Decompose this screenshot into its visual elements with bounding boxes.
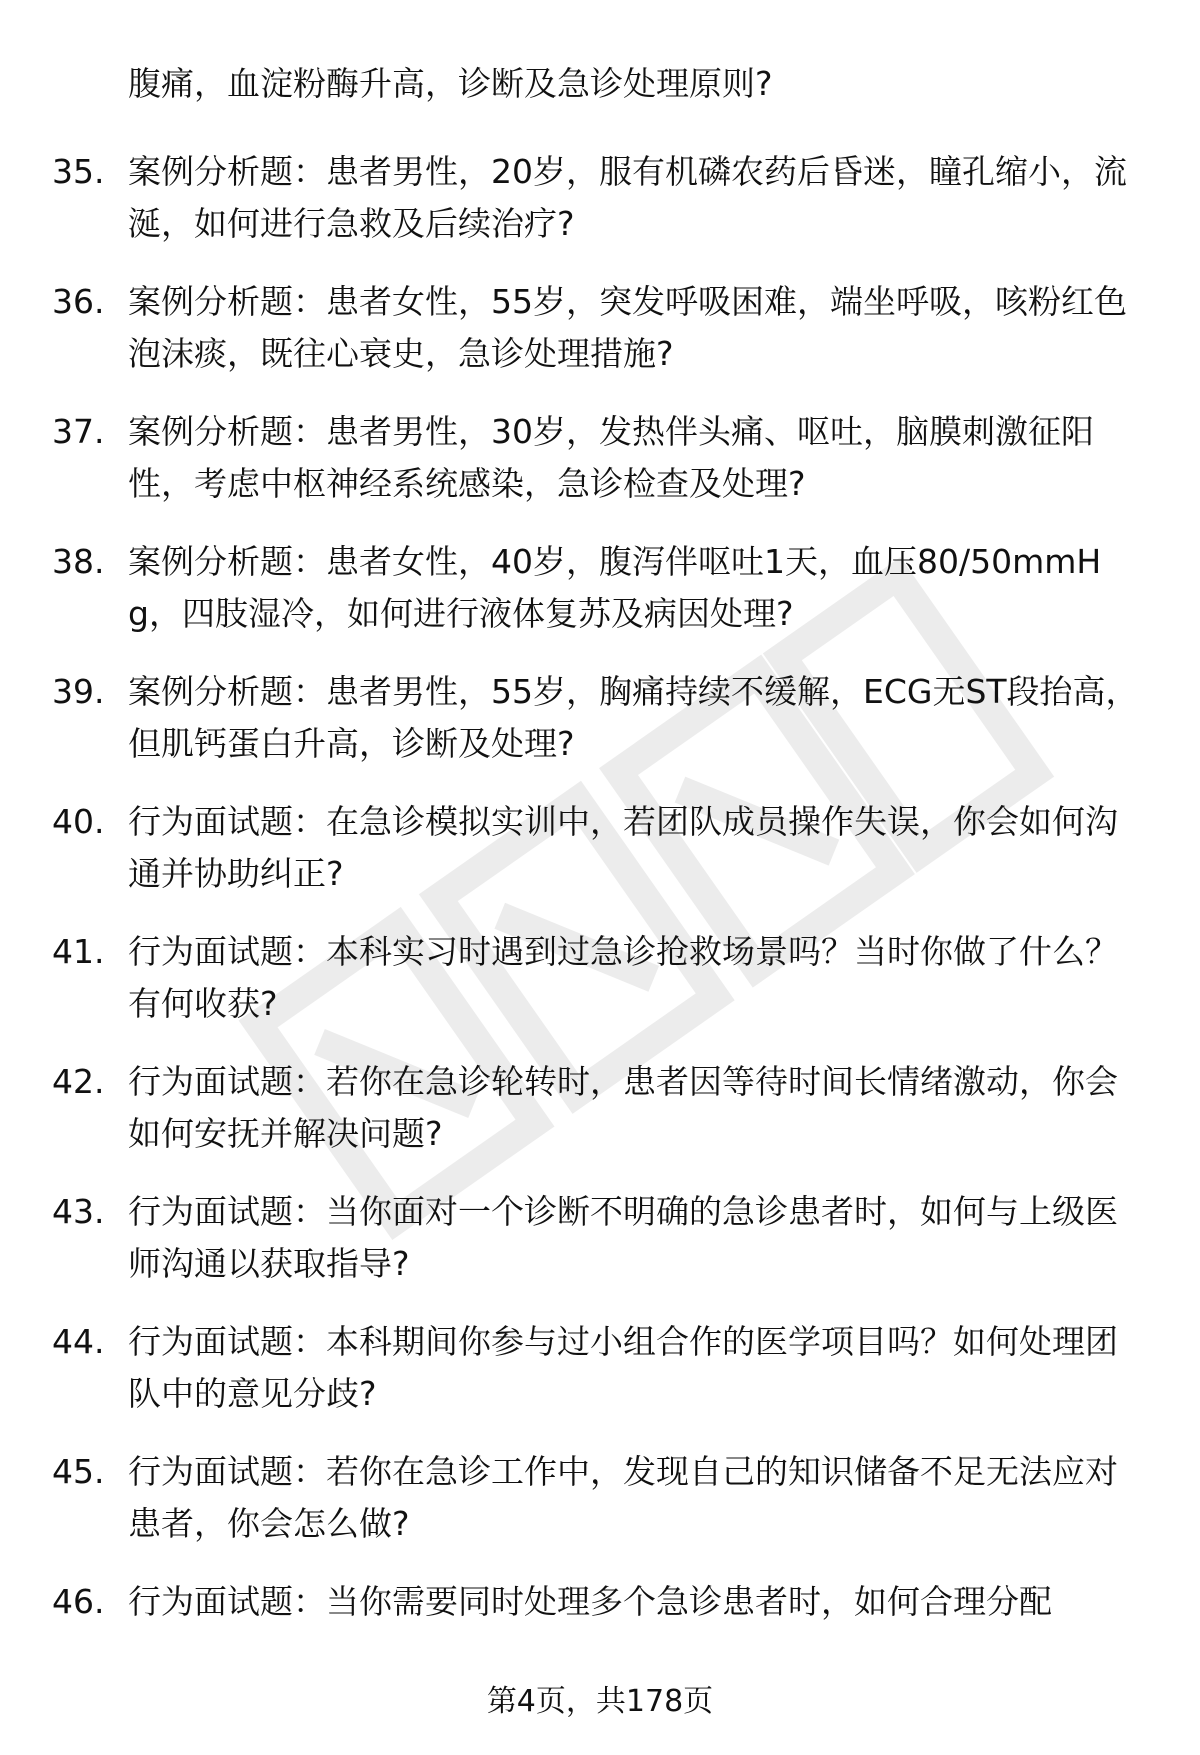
question-number: 41.	[52, 932, 105, 971]
question-text: 案例分析题：患者男性，30岁，发热伴头痛、呕吐，脑膜刺激征阳性，考虑中枢神经系统感染，急诊检查及处理?	[128, 412, 1094, 503]
continued-question-text: 腹痛，血淀粉酶升高，诊断及急诊处理原则?	[128, 64, 773, 103]
question-text: 行为面试题：在急诊模拟实训中，若团队成员操作失误，你会如何沟通并协助纠正?	[128, 802, 1118, 893]
question-number: 46.	[52, 1582, 105, 1621]
question-item	[0, 1056, 1200, 1186]
question-text: 行为面试题：本科实习时遇到过急诊抢救场景吗？当时你做了什么？有何收获?	[128, 932, 1118, 1023]
question-text: 行为面试题：本科期间你参与过小组合作的医学项目吗？如何处理团队中的意见分歧?	[128, 1322, 1118, 1413]
question-item	[0, 926, 1200, 1056]
question-item	[0, 666, 1200, 796]
question-text: 行为面试题：当你需要同时处理多个急诊患者时，如何合理分配	[128, 1582, 1052, 1621]
question-text: 行为面试题：若你在急诊轮转时，患者因等待时间长情绪激动，你会如何安抚并解决问题?	[128, 1062, 1118, 1153]
question-number: 42.	[52, 1062, 105, 1101]
question-number: 39.	[52, 672, 105, 711]
question-number: 35.	[52, 152, 105, 191]
question-number: 43.	[52, 1192, 105, 1231]
page-footer: 第4页，共178页	[486, 1684, 714, 1719]
question-list	[0, 146, 1200, 1706]
question-item	[0, 1186, 1200, 1316]
question-text: 案例分析题：患者女性，40岁，腹泻伴呕吐1天，血压80/50mmHg，四肢湿冷，如何进行液体复苏及病因处理?	[128, 542, 1102, 633]
question-number: 38.	[52, 542, 105, 581]
question-item	[0, 536, 1200, 666]
question-item	[0, 1446, 1200, 1576]
question-number: 40.	[52, 802, 105, 841]
question-text: 案例分析题：患者女性，55岁，突发呼吸困难，端坐呼吸，咳粉红色泡沫痰，既往心衰史，急诊处理措施?	[128, 282, 1127, 373]
question-number: 37.	[52, 412, 105, 451]
question-item	[0, 796, 1200, 926]
question-item	[0, 1316, 1200, 1446]
question-item	[0, 146, 1200, 276]
question-text: 行为面试题：当你面对一个诊断不明确的急诊患者时，如何与上级医师沟通以获取指导?	[128, 1192, 1118, 1283]
question-number: 36.	[52, 282, 105, 321]
question-number: 45.	[52, 1452, 105, 1491]
question-text: 案例分析题：患者男性，55岁，胸痛持续不缓解，ECG无ST段抬高，但肌钙蛋白升高，诊断及处理?	[128, 672, 1139, 763]
question-item	[0, 406, 1200, 536]
question-item	[0, 276, 1200, 406]
question-text: 行为面试题：若你在急诊工作中，发现自己的知识储备不足无法应对患者，你会怎么做?	[128, 1452, 1118, 1543]
question-number: 44.	[52, 1322, 105, 1361]
question-text: 案例分析题：患者男性，20岁，服有机磷农药后昏迷，瞳孔缩小，流涎，如何进行急救及后续治疗?	[128, 152, 1127, 243]
